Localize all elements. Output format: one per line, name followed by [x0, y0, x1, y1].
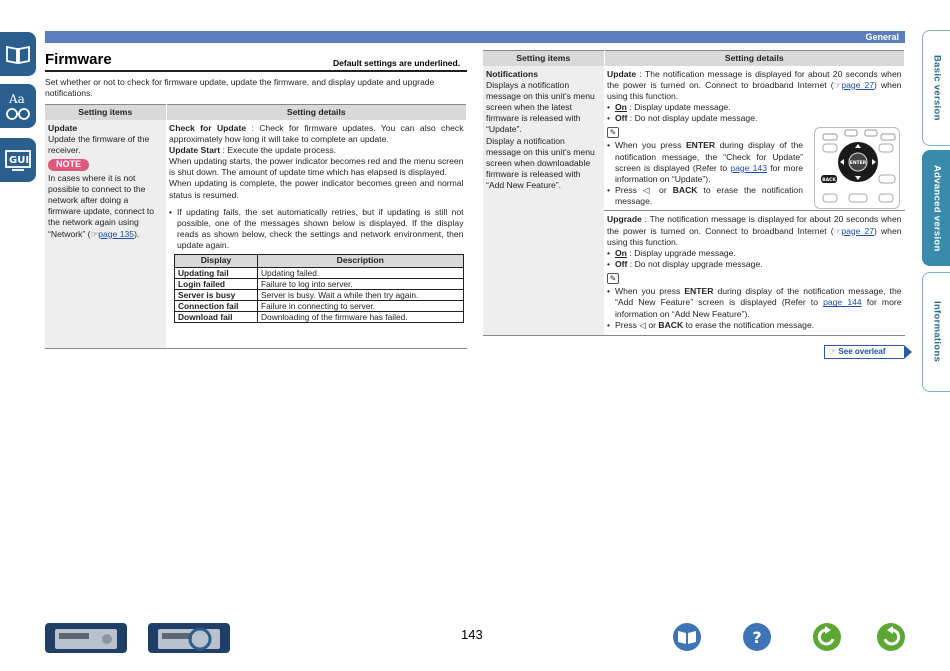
- note-text: [48, 173, 163, 240]
- err-display: Login failed: [175, 278, 258, 289]
- notifications-desc: Displays a notification message on this unit’s menu screen when the latest firmware is released with “Update”. Display a notification message on this unit’s menu screen when downloadable firmware is released with “Add New Feature”.: [486, 79, 595, 191]
- tip-enter-update: [607, 140, 803, 185]
- manual-book-icon[interactable]: [0, 32, 36, 76]
- firmware-settings-table: [45, 104, 467, 349]
- table-row: [45, 120, 467, 349]
- table-row: [175, 311, 464, 322]
- err-display: Download fail: [175, 311, 258, 322]
- back-arrow-icon[interactable]: [812, 622, 842, 652]
- tab-basic-version-label: Basic version: [931, 55, 943, 121]
- tip-back-update: [607, 185, 803, 207]
- receiver-front-thumbnail[interactable]: [45, 623, 127, 653]
- col-setting-details: Setting details: [604, 51, 905, 66]
- section-header: General: [45, 31, 905, 43]
- check-for-update-text: [169, 123, 464, 145]
- gui-label: GUI: [9, 155, 30, 166]
- update-notice-end: ) when using this function.: [607, 79, 902, 101]
- tip2-b: to erase the notification message.: [615, 185, 803, 207]
- col-setting-items: Setting items: [45, 105, 166, 120]
- upgrade-off-option: [607, 259, 902, 270]
- receiver-rear-thumbnail[interactable]: [148, 623, 230, 653]
- svg-text:?: ?: [752, 628, 762, 647]
- upgrade-notice-desc: : The notification message is displayed for about 20 seconds when the power is turned on. Connect to broadband Internet (: [607, 214, 902, 236]
- tip3-a: When you press: [615, 286, 685, 297]
- update-start-text: [169, 145, 464, 156]
- update-item-cell: [45, 120, 166, 349]
- update-name: Update: [48, 122, 78, 133]
- update-notice-text: [607, 69, 902, 103]
- update-desc: Update the firmware of the receiver.: [48, 133, 150, 155]
- off-label: Off: [615, 259, 628, 270]
- page-title: Firmware: [45, 51, 112, 68]
- update-start-p1: When updating starts, the power indicator becomes red and the menu screen is shut down. The amount of update time which has elapsed is displayed.: [169, 156, 464, 178]
- note-text-body: In cases where it is not possible to connect to the network after doing a firmware update, connect to the network again using “Network” (: [48, 172, 155, 239]
- contents-book-icon[interactable]: [672, 622, 702, 652]
- note-link-page-135[interactable]: page 135: [98, 228, 135, 239]
- intro-text: Set whether or not to check for firmware update, update the firmware, and display update and upgrade notifications.: [45, 77, 435, 99]
- font-glasses-icon[interactable]: [0, 84, 36, 128]
- err-display: Server is busy: [175, 289, 258, 300]
- pencil-icon: ✎: [607, 127, 619, 138]
- remote-enter-label: ENTER: [849, 161, 867, 166]
- notifications-name: Notifications: [486, 68, 539, 79]
- reference-icon: ☞: [90, 228, 99, 239]
- tip4-a: Press ◁ or: [615, 319, 659, 330]
- remote-control-illustration: [814, 127, 900, 209]
- upgrade-notice-label: Upgrade: [607, 214, 642, 225]
- tip1-c: for more information on “Update”).: [615, 162, 804, 184]
- pencil-icon: ✎: [607, 273, 619, 284]
- tip4-b: to erase the notification message.: [683, 319, 815, 330]
- tip3-link-page-144[interactable]: page 144: [823, 297, 862, 308]
- on-text: : Display update message.: [626, 102, 731, 113]
- tip1-link-page-143[interactable]: page 143: [730, 162, 767, 173]
- col-setting-items: Setting items: [483, 51, 604, 66]
- tip1-b: during display of the notification message, the “Check for Update” screen is displayed (Refer to: [615, 140, 804, 173]
- note-text-end: ).: [134, 228, 140, 239]
- upgrade-link-page-27[interactable]: page 27: [841, 225, 875, 236]
- err-desc: Failure in connecting to server.: [258, 300, 464, 311]
- update-on-option: [607, 102, 902, 113]
- tip-back-upgrade: [607, 320, 902, 331]
- remote-back-label: BACK: [822, 178, 836, 183]
- tip3-b: during display of the notification message, the “Add New Feature” screen is displayed (Refer to: [615, 286, 902, 308]
- tab-informations-label: Informations: [931, 301, 943, 363]
- page-number: 143: [461, 627, 483, 642]
- tab-advanced-version-label: Advanced version: [931, 164, 943, 252]
- see-overleaf-label: See overleaf: [838, 347, 886, 356]
- err-desc: Downloading of the firmware has failed.: [258, 311, 464, 322]
- table-row: [175, 278, 464, 289]
- off-label: Off: [615, 113, 628, 124]
- tip2-back: BACK: [672, 185, 698, 196]
- reference-icon: ☞: [833, 79, 842, 90]
- tip3-enter: ENTER: [684, 286, 714, 297]
- update-link-page-27[interactable]: page 27: [841, 79, 875, 90]
- gui-icon[interactable]: [0, 138, 36, 182]
- update-start-label: Update Start: [169, 144, 221, 155]
- err-display: Connection fail: [175, 300, 258, 311]
- update-off-option: [607, 113, 902, 124]
- col-setting-details: Setting details: [166, 105, 467, 120]
- see-overleaf-button[interactable]: [824, 345, 904, 359]
- reference-icon: ☞: [829, 347, 839, 356]
- tab-informations[interactable]: [922, 272, 950, 392]
- table-row: [175, 300, 464, 311]
- notifications-item-cell: [483, 66, 604, 336]
- off-text: : Do not display update message.: [627, 113, 758, 124]
- tip-enter-upgrade: [607, 286, 902, 320]
- err-desc: Server is busy. Wait a while then try again.: [258, 289, 464, 300]
- check-for-update-desc: : Check for firmware updates. You can also check approximately how long it will take to complete an update.: [169, 122, 464, 144]
- update-start-desc: : Execute the update process.: [220, 144, 337, 155]
- upgrade-notice-end: ) when using this function.: [607, 225, 902, 247]
- forward-arrow-icon[interactable]: [876, 622, 906, 652]
- on-label: On: [615, 247, 627, 258]
- on-label: On: [615, 102, 627, 113]
- update-start-p2: When updating is complete, the power indicator becomes green and normal status is resumed.: [169, 178, 464, 200]
- tab-basic-version[interactable]: [922, 30, 950, 146]
- reference-icon: ☞: [833, 225, 842, 236]
- tip3-c: for more information on “Add New Feature”).: [615, 297, 902, 319]
- err-desc: Updating failed.: [258, 267, 464, 278]
- err-desc: Failure to log into server.: [258, 278, 464, 289]
- fail-note: • If updating fails, the set automatically retries, but if updating is still not possible, one of the messages shown below is displayed. If the display reads as shown below, check the settings and network environment, then update again.: [169, 207, 464, 252]
- title-divider: [45, 70, 467, 72]
- update-details-cell: [166, 120, 467, 349]
- err-col-desc: Description: [258, 255, 464, 267]
- check-for-update-label: Check for Update: [169, 122, 247, 133]
- tip4-back: BACK: [658, 319, 684, 330]
- tab-advanced-version[interactable]: [922, 150, 950, 266]
- err-col-display: Display: [175, 255, 258, 267]
- tip2-a: Press ◁ or: [615, 185, 673, 196]
- err-display: Updating fail: [175, 267, 258, 278]
- note-badge: NOTE: [48, 159, 89, 171]
- update-notice-label: Update: [607, 68, 637, 79]
- upgrade-notice-text: [604, 210, 905, 248]
- defaults-note: Default settings are underlined.: [333, 58, 461, 68]
- tip1-a: When you press: [615, 140, 686, 151]
- up-off-text: : Do not display upgrade message.: [627, 259, 763, 270]
- table-row: [175, 267, 464, 278]
- help-question-icon[interactable]: [742, 622, 772, 652]
- upgrade-on-option: [607, 248, 902, 259]
- update-notice-desc: : The notification message is displayed for about 20 seconds when the power is turned on. Connect to broadband Internet (: [607, 68, 902, 90]
- table-row: [175, 289, 464, 300]
- error-messages-table: [174, 254, 464, 322]
- tip1-enter: ENTER: [685, 140, 716, 151]
- up-on-text: : Display upgrade message.: [626, 247, 736, 258]
- font-label: Aa: [9, 92, 25, 106]
